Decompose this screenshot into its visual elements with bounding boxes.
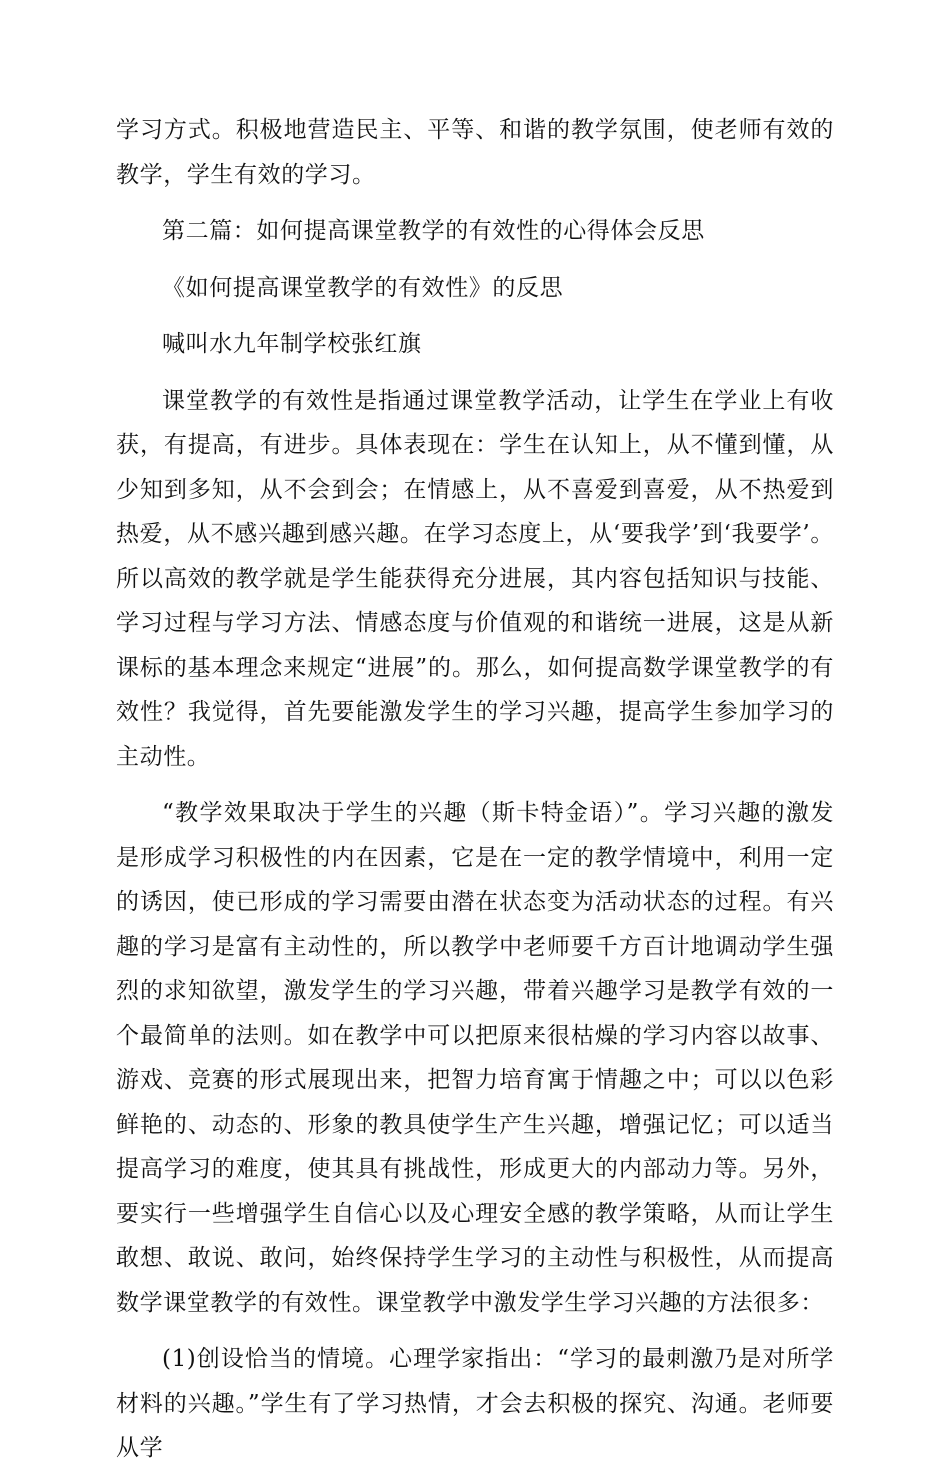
paragraph-continuation: 学习方式。积极地营造民主、平等、和谐的教学氛围，使老师有效的教学，学生有效的学习。	[116, 117, 834, 188]
author-line: 喊叫水九年制学校张红旗	[162, 331, 422, 357]
article-title: 《如何提高课堂教学的有效性》的反思	[162, 274, 564, 301]
body-paragraph: (1)创设恰当的情境。心理学家指出：“学习的最刺激乃是对所学材料的兴趣。”学生有了学习热情，才会去积极的探究、沟通。老师要从学	[116, 1346, 834, 1461]
document-body	[116, 108, 834, 1471]
body-paragraph: 课堂教学的有效性是指通过课堂教学活动，让学生在学业上有收获，有提高，有进步。具体表现在：学生在认知上，从不懂到懂，从少知到多知，从不会到会；在情感上，从不喜爱到喜爱，从不热爱到热爱，从不感兴趣到感兴趣。在学习态度上，从‘要我学’到‘我要学’。所以高效的教学就是学生能获得充分进展，其内容包括知识与技能、学习过程与学习方法、情感态度与价值观的和谐统一进展，这是从新课标的基本理念来规定“进展”的。那么，如何提高数学课堂教学的有效性？我觉得，首先要能激发学生的学习兴趣，提高学生参加学习的主动性。	[116, 387, 834, 770]
section-heading: 第二篇：如何提高课堂教学的有效性的心得体会反思	[162, 218, 705, 244]
body-paragraph: “教学效果取决于学生的兴趣（斯卡特金语）”。学习兴趣的激发是形成学习积极性的内在因素，它是在一定的教学情境中，利用一定的诱因，使已形成的学习需要由潜在状态变为活动状态的过程。有兴趣的学习是富有主动性的，所以教学中老师要千方百计地调动学生强烈的求知欲望，激发学生的学习兴趣，带着兴趣学习是教学有效的一个最简单的法则。如在教学中可以把原来很枯燥的学习内容以故事、游戏、竞赛的形式展现出来，把智力培育寓于情趣之中；可以以色彩鲜艳的、动态的、形象的教具使学生产生兴趣，增强记忆；可以适当提高学习的难度，使其具有挑战性，形成更大的内部动力等。另外，要实行一些增强学生自信心以及心理安全感的教学策略，从而让学生敢想、敢说、敢问，始终保持学生学习的主动性与积极性，从而提高数学课堂教学的有效性。课堂教学中激发学生学习兴趣的方法很多：	[116, 800, 834, 1316]
